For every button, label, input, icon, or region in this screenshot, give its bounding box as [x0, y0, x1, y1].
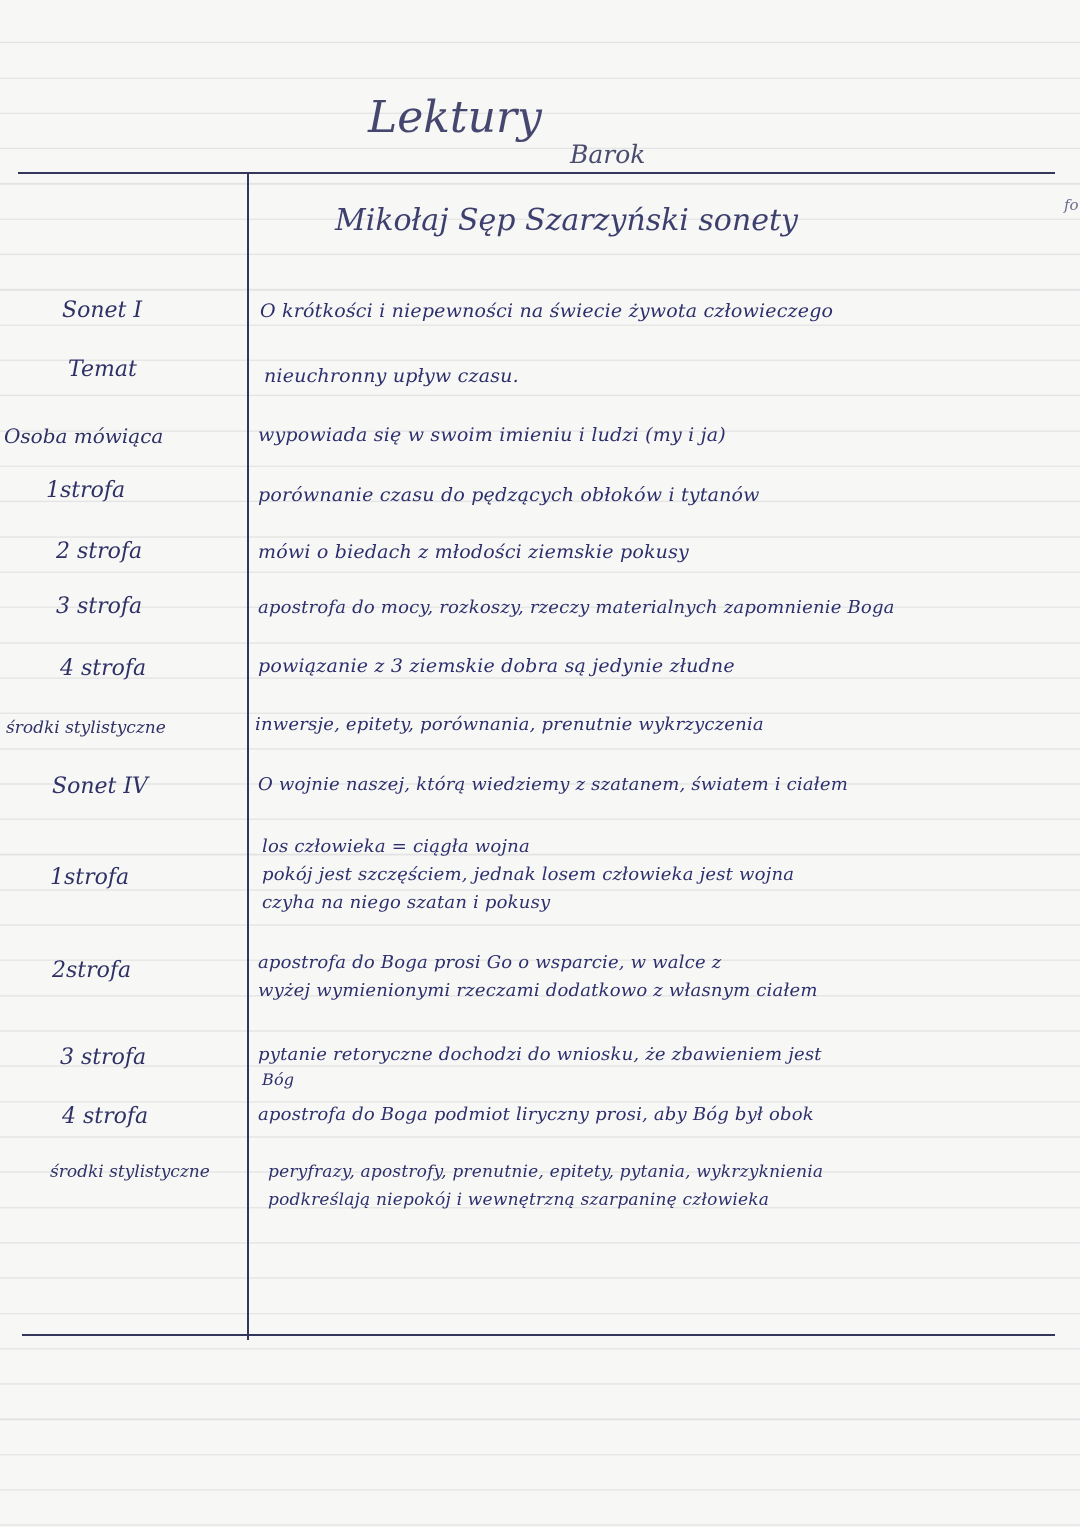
row-label: środki stylistyczne [6, 718, 166, 738]
column-divider [247, 172, 249, 1340]
row-text: czyha na niego szatan i pokusy [262, 892, 551, 913]
table-top-rule [18, 172, 1055, 174]
row-text: pokój jest szczęściem, jednak losem człowieka jest wojna [262, 864, 795, 885]
row-text: podkreślają niepokój i wewnętrzną szarpaninę człowieka [268, 1190, 770, 1210]
row-text: O krótkości i niepewności na świecie żywota człowieczego [260, 300, 834, 322]
row-text: mówi o biedach z młodości ziemskie pokusy [258, 541, 689, 563]
row-label: 1strofa [50, 865, 130, 890]
row-text: Bóg [262, 1070, 295, 1089]
era-label: Barok [570, 140, 646, 169]
row-label: 2 strofa [56, 539, 143, 564]
page-title: Lektury [368, 92, 542, 143]
row-label: 3 strofa [60, 1045, 147, 1070]
row-label: Osoba mówiąca [4, 424, 164, 448]
row-text: O wojnie naszej, którą wiedziemy z szatanem, światem i ciałem [258, 774, 848, 795]
row-text: apostrofa do mocy, rozkoszy, rzeczy materialnych zapomnienie Boga [258, 597, 895, 618]
row-label: środki stylistyczne [50, 1162, 210, 1182]
row-text: wyżej wymienionymi rzeczami dodatkowo z własnym ciałem [258, 980, 818, 1001]
row-label: 2strofa [52, 958, 132, 983]
row-label: Temat [68, 357, 137, 382]
table-bottom-rule [22, 1334, 1055, 1336]
row-text: nieuchronny upływ czasu. [264, 365, 519, 387]
row-text: inwersje, epitety, porównania, prenutnie wykrzyczenia [255, 714, 764, 735]
row-label: 3 strofa [56, 594, 143, 619]
row-text: peryfrazy, apostrofy, prenutnie, epitety, pytania, wykrzyknienia [268, 1162, 824, 1182]
row-label: Sonet IV [52, 774, 148, 799]
row-text: powiązanie z 3 ziemskie dobra są jedynie złudne [258, 655, 735, 677]
row-text: apostrofa do Boga podmiot liryczny prosi, aby Bóg był obok [258, 1104, 814, 1125]
row-text: los człowieka = ciągła wojna [262, 836, 530, 857]
row-text: pytanie retoryczne dochodzi do wniosku, że zbawieniem jest [258, 1044, 822, 1065]
subtitle: Mikołaj Sęp Szarzyński sonety [335, 203, 798, 238]
edge-mark: fo [1064, 196, 1079, 214]
row-text: porównanie czasu do pędzących obłoków i tytanów [258, 484, 760, 506]
row-label: Sonet I [62, 298, 143, 323]
row-text: apostrofa do Boga prosi Go o wsparcie, w walce z [258, 952, 722, 973]
row-text: wypowiada się w swoim imieniu i ludzi (my i ja) [258, 424, 726, 446]
row-label: 4 strofa [62, 1104, 149, 1129]
row-label: 4 strofa [60, 656, 147, 681]
row-label: 1strofa [46, 478, 126, 503]
